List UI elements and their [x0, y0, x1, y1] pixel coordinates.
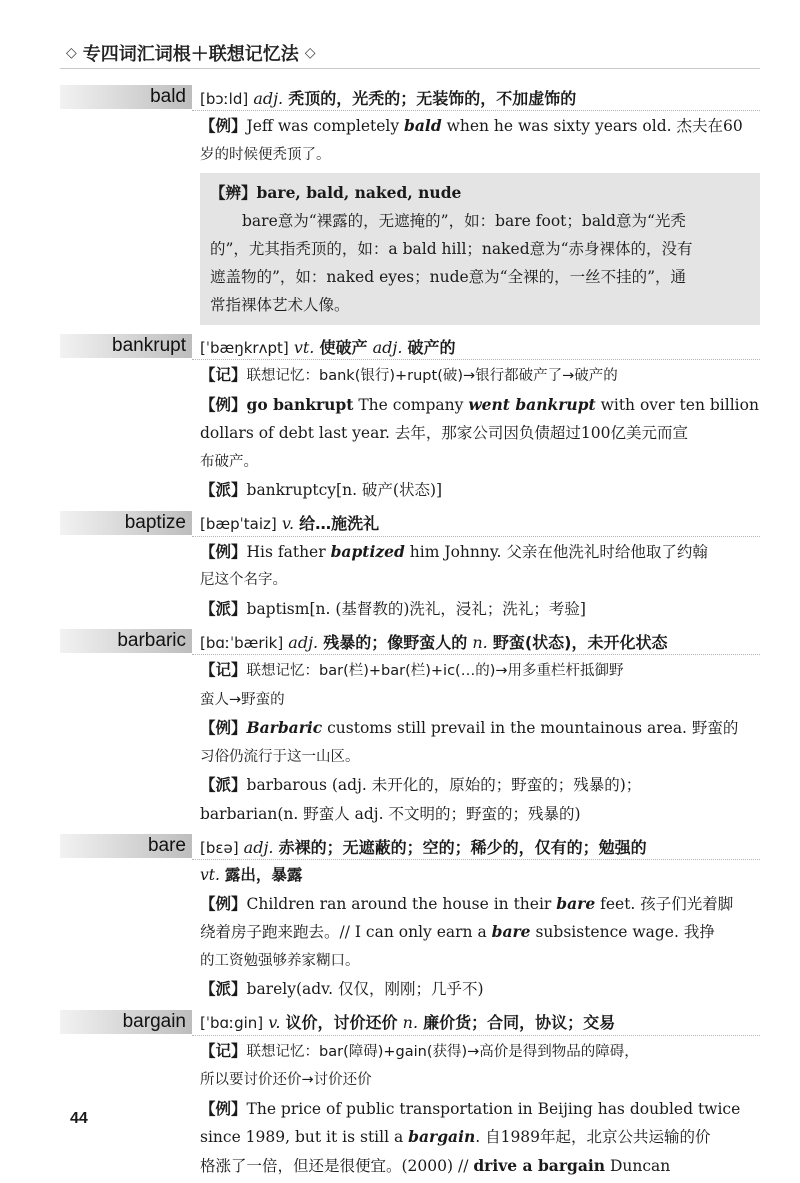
entry-bankrupt: [60, 331, 760, 505]
definition: [bɛə] adj. 赤裸的；无遮蔽的；空的；稀少的，仅有的；勉强的: [200, 837, 647, 857]
entry-body: [200, 656, 760, 828]
entry-bare: [60, 831, 760, 1004]
definition: [ˈbæŋkrʌpt] vt. 使破产 adj. 破产的: [200, 337, 456, 357]
example-line: 【例】Children ran around the house in their bare feet. 孩子们光着脚: [200, 893, 734, 913]
diamond-icon: ◇: [66, 45, 77, 61]
diamond-icon: ◇: [304, 45, 316, 61]
example-line: 【例】Barbaric customs still prevail in the mountainous area. 野蛮的: [200, 718, 739, 737]
derived-line: barbarian(n. 野蛮人 adj. 不文明的；野蛮的；残暴的): [200, 804, 581, 823]
example-line: 的工资勉强够养家糊口。: [200, 952, 360, 969]
note-line: bare意为“裸露的，无遮掩的”，如：bare foot；bald意为“光秃: [242, 212, 686, 230]
entry-body: [200, 361, 760, 505]
definition: [ˈbɑːgin] v. 议价，讨价还价 n. 廉价货；合同，协议；交易: [200, 1013, 616, 1032]
memory-line: 所以要讨价还价→讨价还价: [200, 1072, 372, 1088]
memory-line: 蛮人→野蛮的: [200, 691, 285, 708]
entry-bald: [60, 82, 760, 325]
example-line: 绕着房子跑来跑去。// I can only earn a bare subsistence wage. 我挣: [200, 922, 715, 941]
example-line: 尼这个名字。: [200, 572, 287, 588]
running-header: [60, 38, 760, 68]
entry-head: [60, 331, 760, 361]
headword: bald: [60, 85, 192, 109]
entry-head: [60, 626, 760, 656]
entry-barbaric: [60, 626, 760, 828]
entry-body: [200, 112, 760, 325]
definition-continued: vt. 露出，暴露: [200, 866, 303, 884]
derived-line: 【派】bankruptcy[n. 破产(状态)]: [200, 481, 443, 499]
headword: bare: [60, 834, 192, 858]
note-line: 常指裸体艺术人像。: [210, 296, 350, 314]
entry-baptize: [60, 508, 760, 624]
entry-head: [60, 831, 760, 861]
entry-head: [60, 82, 760, 112]
dotted-rule: [192, 359, 760, 360]
example-line: 格涨了一倍，但还是很便宜。(2000) // drive a bargain Duncan: [200, 1155, 671, 1175]
usage-note: [200, 173, 760, 325]
definition: [bɑːˈbærik] adj. 残暴的；像野蛮人的 n. 野蛮(状态)，未开化状态: [200, 632, 668, 652]
example-line: 【例】His father baptized him Johnny. 父亲在他洗礼时给他取了约翰: [200, 541, 708, 561]
page-number: 44: [70, 1110, 88, 1127]
derived-line: 【派】baptism[n. (基督教的)洗礼，浸礼；洗礼；考验]: [200, 599, 586, 618]
entry-body: [200, 861, 760, 1004]
example-line: since 1989, but it is still a bargain. 自1989年起，北京公共运输的价: [200, 1127, 711, 1146]
entry-body: [200, 538, 760, 624]
example-line: 【例】Jeff was completely bald when he was sixty years old. 杰夫在60: [200, 116, 743, 135]
example-line: 【例】go bankrupt The company went bankrupt with over ten billion: [200, 394, 759, 414]
dotted-rule: [192, 654, 760, 655]
note-line: 遮盖物的”，如：naked eyes；nude意为“全裸的，一丝不挂的”，通: [210, 268, 687, 286]
memory-line: 【记】联想记忆：bank(银行)+rupt(破)→银行都破产了→破产的: [200, 366, 618, 384]
entry-body: [200, 1037, 760, 1181]
example-line: dollars of debt last year. 去年，那家公司因负债超过100亿美元而宣: [200, 424, 688, 442]
definition: [bæpˈtaiz] v. 给…施洗礼: [200, 514, 380, 533]
note-heading: 【辨】bare, bald, naked, nude: [210, 183, 462, 202]
entry-bargain: [60, 1007, 760, 1181]
headword: bankrupt: [60, 334, 192, 358]
headword: barbaric: [60, 629, 192, 653]
entry-head: [60, 1007, 760, 1037]
example-line: 岁的时候便秃顶了。: [200, 146, 331, 163]
definition: [200, 86, 576, 109]
dotted-rule: [192, 110, 760, 111]
dotted-rule: [192, 1035, 760, 1036]
dictionary-content: [60, 82, 760, 1183]
phonetic: [bɔːld]: [200, 89, 249, 108]
header-title: 专四词汇词根＋联想记忆法: [82, 44, 299, 65]
meaning: 秃顶的，光秃的；无装饰的，不加虚饰的: [288, 88, 577, 108]
example-line: 习俗仍流行于这一山区。: [200, 748, 360, 765]
memory-line: 【记】联想记忆：bar(栏)+bar(栏)+ic(…的)→用多重栏杆抵御野: [200, 661, 624, 679]
dotted-rule: [192, 859, 760, 860]
note-line: 的”，尤其指秃顶的，如：a bald hill；naked意为“赤身裸体的，没有: [210, 240, 693, 258]
example-line: 【例】The price of public transportation in Beijing has doubled twice: [200, 1099, 741, 1118]
headword: baptize: [60, 511, 192, 535]
memory-line: 【记】联想记忆：bar(障碍)+gain(获得)→高价是得到物品的障碍，: [200, 1041, 639, 1060]
example-line: 布破产。: [200, 453, 258, 470]
dotted-rule: [192, 536, 760, 537]
header-rule: [60, 68, 760, 69]
headword: bargain: [60, 1010, 192, 1034]
entry-head: [60, 508, 760, 538]
derived-line: 【派】barbarous (adj. 未开化的，原始的；野蛮的；残暴的)；: [200, 776, 642, 794]
part-of-speech: adj.: [253, 88, 284, 108]
derived-line: 【派】barely(adv. 仅仅，刚刚；几乎不): [200, 980, 484, 998]
